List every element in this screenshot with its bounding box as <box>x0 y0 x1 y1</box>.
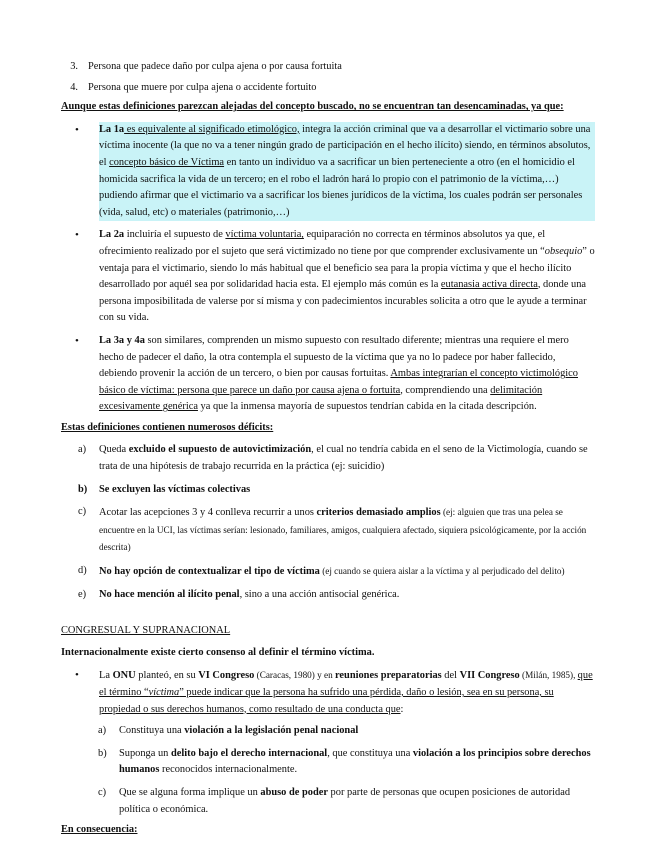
italic-text: obsequio <box>544 245 583 257</box>
heading-internacionalmente: Internacionalmente existe cierto consenso al definir el término víctima. <box>61 646 375 658</box>
underlined-text: es equivalente al significado etimológico, <box>124 123 300 135</box>
deficit-a <box>0 442 655 475</box>
bullet-body <box>99 333 595 416</box>
bullet-icon: • <box>75 334 79 347</box>
list-body <box>99 504 595 557</box>
body-text: en tanto un individuo va a sacrificar un bien perteneciente a otro (en el homicidio el homicida sacrifica la vida de un tercero; en el robo el ladrón hará lo propio con el patrimonio de la víctima,…) pudiendo afirmar que el victimario va a sacrificar los bienes jurídicos de la víctima, los cuales podrán ser personales (vida, salud, etc) o materiales (patrimonio,…) <box>99 156 583 218</box>
bold-text: ONU <box>112 670 136 682</box>
onu-item-c <box>0 785 655 818</box>
body-text: , sino a una acción antisocial genérica. <box>239 588 400 600</box>
list-marker: b) <box>98 747 107 759</box>
list-marker: e) <box>78 588 87 600</box>
list-body <box>119 785 595 818</box>
bullet-la-2a <box>0 227 655 327</box>
body-text: , el cual no tendría cabida en el seno de la Victimología, cuando se trata de una hipótesis de trabajo recurrida en la práctica (ej: suicidio) <box>99 444 588 473</box>
underlined-text: eutanasia activa directa <box>440 279 538 291</box>
item-number: 3. <box>70 61 78 72</box>
bullet-icon: • <box>75 123 79 136</box>
list-marker: a) <box>98 725 107 737</box>
item-text: Persona que padece daño por culpa ajena o por causa fortuita <box>88 61 342 72</box>
bullet-body <box>99 227 595 327</box>
list-marker: d) <box>78 565 87 577</box>
body-text: Que se alguna forma implique un <box>119 786 261 798</box>
body-text: incluiría el supuesto de <box>124 229 226 241</box>
body-text: Queda <box>99 444 129 456</box>
deficit-e <box>0 587 655 604</box>
list-marker: c) <box>78 506 87 518</box>
body-text: ya que la inmensa mayoría de supuestos tendrían cabida en la citada descripción. <box>197 401 537 413</box>
italic-text: víctima <box>148 687 180 698</box>
body-text: Constituya una <box>119 725 185 737</box>
body-text: planteó, en su <box>135 670 199 682</box>
bullet-icon: • <box>75 669 79 682</box>
body-text: La <box>99 670 113 682</box>
bold-text: excluido el supuesto de autovictimización <box>128 444 312 456</box>
deficit-d <box>0 563 655 581</box>
list-marker: c) <box>98 786 107 798</box>
bullet-la-1a <box>0 122 655 222</box>
underlined-text: que el término “ <box>99 670 593 698</box>
body-text: son similares, comprenden un mismo supuesto con resultado diferente; mientras una requiere el mero hecho de padecer el daño, la otra contempla el supuesto de la víctima que ya no lo padece por haber fallecido, debiendo provenir la acción de un tercero, o bien por causas fortuitas. <box>99 334 569 380</box>
body-text: (Milán, 1985), <box>519 670 578 681</box>
numbered-item-3 <box>0 59 655 76</box>
underlined-text: concepto básico de Víctima <box>109 156 225 168</box>
bullet-lead: La 3a y 4a <box>99 334 145 346</box>
numbered-item-4 <box>0 80 655 97</box>
bullet-body <box>99 122 595 222</box>
underlined-text: delimitación excesivamente genérica <box>99 384 543 413</box>
list-marker: b) <box>78 483 88 495</box>
body-text: : <box>400 703 404 715</box>
bullet-lead: La 2a <box>99 229 125 241</box>
body-text: Suponga un <box>119 747 171 759</box>
body-text: integra la acción criminal que va a desarrollar el victimario sobre una víctima inocente (la que no va a tener ningún grado de participación en el hecho ilícito) siendo, en términos absolutos, el <box>99 123 591 168</box>
bold-text: No hay opción de contextualizar el tipo de víctima <box>99 566 320 578</box>
bullet-lead: La 1a <box>99 123 125 135</box>
onu-item-a <box>0 723 655 740</box>
body-text: equiparación no correcta en términos absolutos ya que, el ofrecimiento realizado por el sujeto que será victimizado no tiene por que comprender exclusivamente un “ <box>99 229 546 257</box>
body-text: ” o ventaja para el victimario, siendo lo más habitual que el beneficio sea para la propia víctima y que el hecho ilícito desarrollado por aquél sea por solidaridad hacia esta. El ejemplo más común es la <box>99 245 595 291</box>
item-number: 4. <box>70 81 78 93</box>
heading-en-consecuencia: En consecuencia: <box>61 824 138 836</box>
list-body <box>99 482 595 499</box>
bold-text: No hace mención al ilícito penal <box>99 588 240 600</box>
bullet-onu <box>0 667 655 718</box>
underlined-text: víctima voluntaria, <box>225 229 304 241</box>
body-text: Acotar las acepciones 3 y 4 conlleva recurrir a unos <box>99 507 317 519</box>
underlined-text: Ambas integrarían el concepto victimológico básico de víctima: persona que parece un daño por causa ajena o fortuita <box>99 368 578 396</box>
body-text: , que constituya una <box>327 747 413 759</box>
bold-text: abuso de poder <box>260 786 328 798</box>
body-text: (ej: alguien que tras una pelea se encuentre en la UCI, las víctimas serían: lesionado, familiares, amigos, cualquiera afectado, siquiera psicológicamente, por la acción descrita) <box>99 507 587 553</box>
body-text: , donde una persona imposibilitada de valerse por sí misma y con padecimientos incurables solicita a otro que le ayude a terminar con su vida. <box>99 279 587 324</box>
bold-text: Se excluyen las víctimas colectivas <box>99 483 251 495</box>
bold-text: delito bajo el derecho internacional <box>170 747 328 759</box>
body-text: (Caracas, 1980) y en <box>254 670 335 681</box>
list-body <box>99 442 595 475</box>
heading-aunque: Aunque estas definiciones parezcan alejadas del concepto buscado, no se encuentran tan desencaminadas, ya que: <box>61 101 564 113</box>
bold-text: reuniones preparatorias <box>335 670 442 682</box>
body-text: (ej cuando se quiera aislar a la víctima y al perjudicado del delito) <box>319 566 565 577</box>
onu-item-b <box>0 746 655 779</box>
list-body <box>99 563 595 581</box>
list-marker: a) <box>78 444 87 456</box>
bullet-icon: • <box>75 229 79 242</box>
deficit-b <box>0 482 655 499</box>
bold-text: violación a la legislación penal nacional <box>184 725 359 737</box>
list-body <box>119 746 595 779</box>
bullet-la-3a-4a <box>0 333 655 416</box>
deficit-c <box>0 504 655 557</box>
item-text: Persona que muere por culpa ajena o accidente fortuito <box>88 81 317 93</box>
list-body <box>99 587 595 604</box>
bold-text: VII Congreso <box>459 670 520 682</box>
underlined-text: ” puede indicar que la persona ha sufrido una pérdida, daño o lesión, sea en su persona, su propiedad o sus derechos humanos, como resultado de una conducta que <box>99 687 554 715</box>
body-text: reconocidos internacionalmente. <box>159 764 298 776</box>
bold-text: violación a los principios sobre derechos humanos <box>119 747 591 776</box>
body-text: del <box>441 670 460 682</box>
bold-text: criterios demasiado amplios <box>316 507 441 519</box>
list-body <box>119 723 595 740</box>
body-text: por parte de personas que ocupen posiciones de autoridad política o económica. <box>119 786 571 815</box>
heading-deficits: Estas definiciones contienen numerosos déficits: <box>61 421 274 433</box>
bullet-body <box>99 667 595 718</box>
heading-congresual: CONGRESUAL Y SUPRANACIONAL <box>61 625 231 637</box>
body-text: , comprendiendo una <box>400 384 491 396</box>
bold-text: VI Congreso <box>198 670 255 682</box>
